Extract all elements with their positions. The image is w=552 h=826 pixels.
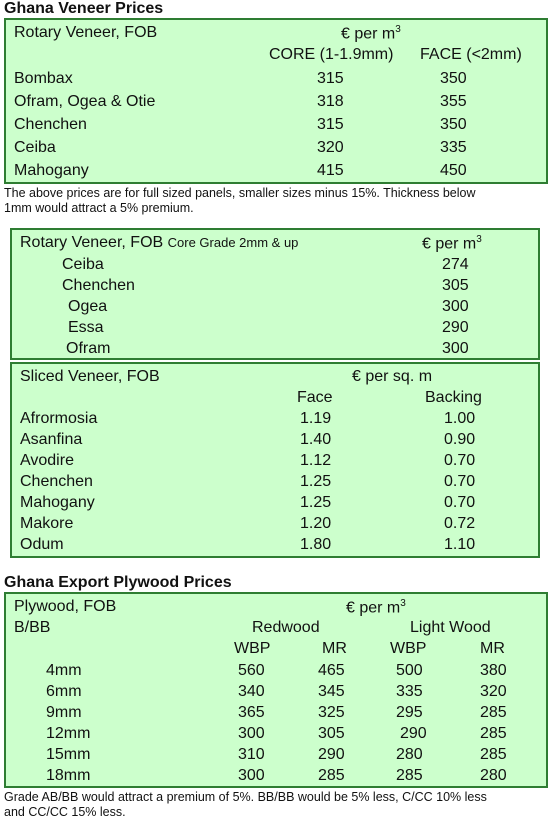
row-r-wbp: 310 [238, 746, 265, 763]
row-core: 415 [317, 162, 344, 179]
row-face: 350 [440, 70, 467, 87]
unit-label: € per $m^3$ [341, 24, 401, 43]
row-core: 315 [317, 116, 344, 133]
row-face: 335 [440, 139, 467, 156]
row-name: Afrormosia [20, 410, 98, 427]
row-face: 1.20 [300, 515, 332, 532]
row-l-mr: 285 [480, 725, 507, 742]
grade-label: B/BB [14, 619, 51, 636]
row-price: 274 [442, 256, 469, 273]
table-header: Rotary Veneer, FOB Core Grade 2mm & up [20, 234, 299, 251]
row-r-mr: 465 [318, 662, 345, 679]
row-price: 305 [442, 277, 469, 294]
col-face-header: FACE (<2mm) [420, 46, 522, 63]
table-header: Plywood, FOB [14, 598, 117, 615]
row-r-wbp: 300 [238, 725, 265, 742]
row-core: 315 [317, 70, 344, 87]
row-size: 9mm [46, 704, 82, 721]
row-face: 355 [440, 93, 467, 110]
row-r-wbp: 300 [238, 767, 265, 784]
row-name: Odum [20, 536, 64, 553]
row-name: Chenchen [14, 116, 87, 133]
row-l-wbp: 280 [396, 746, 423, 763]
veneer-section-title: Ghana Veneer Prices [4, 0, 164, 17]
row-l-mr: 285 [480, 746, 507, 763]
col-mr-redwood: MR [322, 640, 347, 657]
row-r-mr: 290 [318, 746, 345, 763]
rotary-core-grade-table [10, 228, 540, 360]
row-r-wbp: 560 [238, 662, 265, 679]
row-face: 1.25 [300, 473, 332, 490]
row-face: 1.12 [300, 452, 332, 469]
row-name: Ofram, Ogea & Otie [14, 93, 156, 110]
plywood-note: Grade AB/BB would attract a premium of 5%. BB/BB would be 5% less, C/CC 10% less and CC/CC 15% less. [4, 790, 487, 819]
row-size: 18mm [46, 767, 91, 784]
row-size: 12mm [46, 725, 91, 742]
table-header: Sliced Veneer, FOB [20, 368, 160, 385]
row-face: 350 [440, 116, 467, 133]
table-header: Rotary Veneer, FOB [14, 24, 158, 41]
row-l-wbp: 500 [396, 662, 423, 679]
row-size: 4mm [46, 662, 82, 679]
sliced-veneer-table [10, 362, 540, 558]
row-price: 300 [442, 340, 469, 357]
row-face: 1.19 [300, 410, 332, 427]
row-size: 15mm [46, 746, 91, 763]
row-backing: 1.10 [444, 536, 476, 553]
row-name: Ceiba [62, 256, 104, 273]
group-light-wood: Light Wood [410, 619, 491, 636]
row-backing: 0.72 [444, 515, 476, 532]
row-r-mr: 285 [318, 767, 345, 784]
col-backing-header: Backing [425, 389, 482, 406]
rotary-veneer-table [4, 18, 548, 184]
row-name: Mahogany [14, 162, 89, 179]
row-name: Ogea [68, 298, 108, 315]
row-core: 320 [317, 139, 344, 156]
row-r-mr: 345 [318, 683, 345, 700]
row-size: 6mm [46, 683, 82, 700]
row-backing: 0.70 [444, 494, 476, 511]
veneer-note: The above prices are for full sized panels, smaller sizes minus 15%. Thickness below 1mm would attract a 5% premium. [4, 186, 476, 215]
row-price: 300 [442, 298, 469, 315]
row-l-wbp: 290 [400, 725, 427, 742]
unit-label: € per sq. m [352, 368, 433, 385]
row-backing: 0.70 [444, 452, 476, 469]
row-backing: 1.00 [444, 410, 476, 427]
row-l-mr: 280 [480, 767, 507, 784]
plywood-table [4, 592, 548, 788]
col-core-header: CORE (1-1.9mm) [269, 46, 394, 63]
unit-label: € per $m^3$ [422, 234, 482, 253]
row-name: Ceiba [14, 139, 56, 156]
row-name: Chenchen [62, 277, 135, 294]
row-core: 318 [317, 93, 344, 110]
row-r-mr: 325 [318, 704, 345, 721]
row-l-wbp: 285 [396, 767, 423, 784]
row-backing: 0.70 [444, 473, 476, 490]
col-mr-light: MR [480, 640, 505, 657]
row-face: 1.25 [300, 494, 332, 511]
row-name: Essa [68, 319, 104, 336]
row-l-wbp: 295 [396, 704, 423, 721]
row-name: Bombax [14, 70, 73, 87]
row-l-mr: 285 [480, 704, 507, 721]
row-r-mr: 305 [318, 725, 345, 742]
group-redwood: Redwood [252, 619, 320, 636]
row-face: 1.40 [300, 431, 332, 448]
row-name: Asanfina [20, 431, 83, 448]
plywood-section-title: Ghana Export Plywood Prices [4, 574, 232, 591]
col-face-header: Face [297, 389, 333, 406]
row-l-mr: 380 [480, 662, 507, 679]
row-name: Mahogany [20, 494, 95, 511]
row-name: Avodire [20, 452, 74, 469]
row-face: 450 [440, 162, 467, 179]
row-name: Makore [20, 515, 74, 532]
col-wbp-light: WBP [390, 640, 427, 657]
row-name: Ofram [66, 340, 111, 357]
row-r-wbp: 340 [238, 683, 265, 700]
row-face: 1.80 [300, 536, 332, 553]
unit-label: € per $m^3$ [346, 598, 406, 617]
row-backing: 0.90 [444, 431, 476, 448]
col-wbp-redwood: WBP [234, 640, 271, 657]
row-name: Chenchen [20, 473, 93, 490]
row-r-wbp: 365 [238, 704, 265, 721]
row-price: 290 [442, 319, 469, 336]
row-l-wbp: 335 [396, 683, 423, 700]
row-l-mr: 320 [480, 683, 507, 700]
